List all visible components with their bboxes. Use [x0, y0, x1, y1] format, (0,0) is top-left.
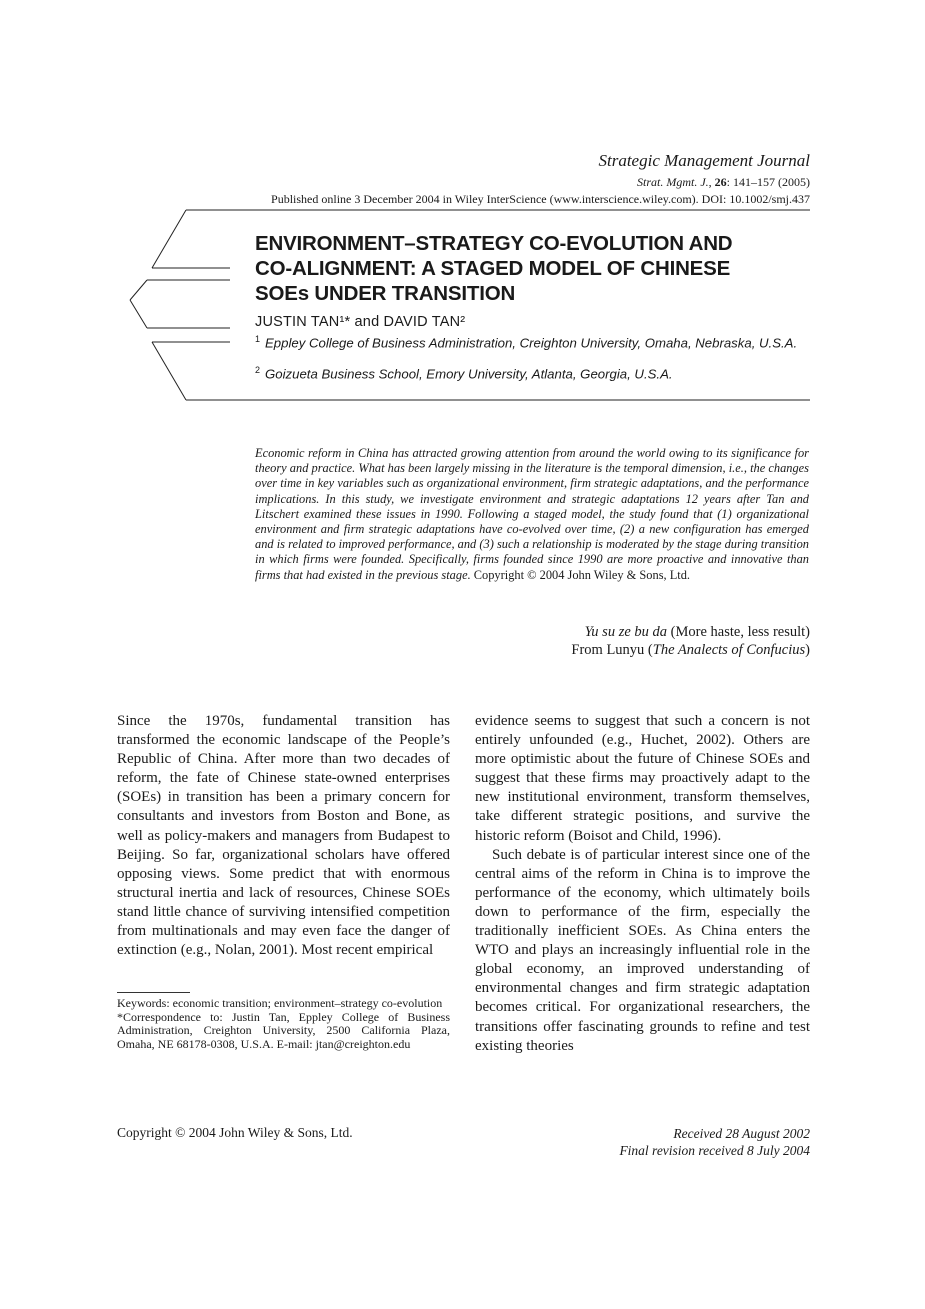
title-frame-decoration — [0, 0, 925, 420]
epigraph-source-suffix: ) — [805, 642, 810, 658]
epigraph-translation: (More haste, less result) — [667, 624, 810, 640]
affiliation-text: Goizueta Business School, Emory University, Atlanta, Georgia, U.S.A. — [265, 366, 673, 382]
abstract-body: Economic reform in China has attracted growing attention from around the world owing to its significance for theory and practice. What has been largely missing in the literature is the temporal dimension, i.e., the changes over time in key variables such as organizational environment, firm strategic adaptations, and the performance implications. In this study, we investigate environment and strategic adaptations 12 years after Tan and Litschert examined these issues in 1990. Following a staged model, the study found that (1) organizational environment and firm strategic adaptations have co-evolved over time, (2) a new configuration has emerged and is related to improved performance, and (3) such a relationship is moderated by the stage during transition in which firms were founded. Specifically, firms founded since 1990 are more proactive and innovative than firms that had existed in the previous stage. — [255, 446, 809, 582]
abstract — [255, 446, 809, 583]
affiliation-mark: 1 — [255, 334, 261, 344]
published-line: Published online 3 December 2004 in Wiley InterScience (www.interscience.wiley.com). DOI: 10.1002/smj.437 — [271, 192, 810, 206]
journal-name: Strategic Management Journal — [598, 151, 810, 170]
correspondence: *Correspondence to: Justin Tan, Eppley College of Business Administration, Creighton University, 2500 California Plaza, Omaha, NE 68178-0308, U.S.A. E-mail: jtan@creighton.edu — [117, 1009, 450, 1051]
authors: JUSTIN TAN¹* and DAVID TAN² — [255, 314, 466, 330]
received-dates — [619, 1125, 810, 1159]
journal-citation: Strat. Mgmt. J., 26: 141–157 (2005) — [637, 175, 810, 189]
abstract-copyright: Copyright © 2004 John Wiley & Sons, Ltd. — [473, 567, 691, 582]
affiliation-mark: 2 — [255, 365, 261, 375]
body-column-right — [475, 712, 810, 1056]
journal-volume: 26 — [714, 175, 727, 189]
final-revision-date: Final revision received 8 July 2004 — [619, 1143, 810, 1158]
affiliation-text: Eppley College of Business Administration, Creighton University, Omaha, Nebraska, U.S.A. — [265, 335, 798, 351]
body-paragraph: Such debate is of particular interest since one of the central aims of the reform in China is to improve the performance of the economy, which ultimately boils down to performance of the firm, especially the traditionally inefficient SOEs. As China enters the WTO and plays an increasingly influential role in the global economy, an improved understanding of environmental changes and firm strategic adaptation becomes critical. For organizational researchers, the transitions offer fascinating grounds to refine and test existing theories — [475, 846, 810, 1054]
title-line: SOEs UNDER TRANSITION — [255, 282, 516, 305]
title-line: CO-ALIGNMENT: A STAGED MODEL OF CHINESE — [255, 257, 731, 280]
affiliation-2 — [255, 362, 815, 382]
journal-abbrev: Strat. Mgmt. J. — [637, 175, 709, 189]
body-paragraph: evidence seems to suggest that such a concern is not entirely unfounded (e.g., Huchet, 2002). Others are more optimistic about the future of Chinese SOEs and suggest that these firms may proactively adapt to the new institutional environment, transform themselves, take different strategic positions, and survive the historic reform (Boisot and Child, 1996). — [475, 713, 810, 844]
epigraph-line — [585, 624, 810, 641]
footnotes — [117, 997, 450, 1051]
title-line: ENVIRONMENT–STRATEGY CO-EVOLUTION AND — [255, 232, 733, 255]
received-date: Received 28 August 2002 — [673, 1126, 810, 1141]
journal-pages-year: : 141–157 (2005) — [726, 175, 810, 189]
body-column-left — [117, 712, 450, 960]
epigraph-source-title: The Analects of Confucius — [652, 642, 806, 658]
epigraph-source-prefix: From Lunyu ( — [571, 642, 653, 658]
footer-copyright: Copyright © 2004 John Wiley & Sons, Ltd. — [117, 1125, 353, 1140]
body-paragraph: Since the 1970s, fundamental transition has transformed the economic landscape of the People’s Republic of China. After more than two decades of reform, the fate of Chinese state-owned enterprises (SOEs) in transition has been a primary concern for consultants and investors from Boston and Bone, as well as policy-makers and managers from Budapest to Beijing. So far, organizational scholars have offered opposing views. Some predict that with enormous structural inertia and lack of resources, Chinese SOEs stand little chance of surviving intensified competition from multinationals and may even face the danger of extinction (e.g., Nolan, 2001). Most recent empirical — [117, 713, 450, 959]
article-title — [255, 231, 815, 306]
affiliation-1 — [255, 331, 815, 351]
keywords: Keywords: economic transition; environment–strategy co-evolution — [117, 996, 443, 1010]
footnote-rule — [117, 992, 190, 993]
epigraph-phrase: Yu su ze bu da — [584, 624, 668, 640]
epigraph-source — [571, 642, 810, 659]
